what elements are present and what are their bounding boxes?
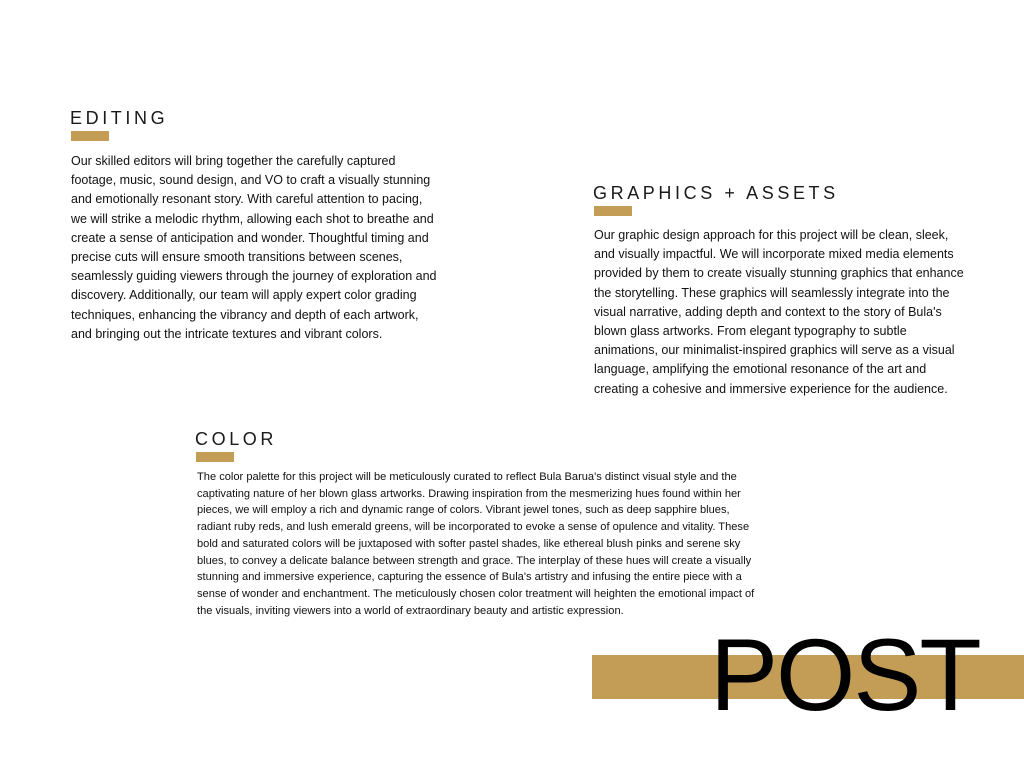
graphics-assets-section [593, 183, 965, 399]
graphics-assets-body: Our graphic design approach for this project will be clean, sleek, and visually impactful. We will incorporate mixed media elements provided by them to create visually stunning graphics that enhance the storytelling. These graphics will seamlessly integrate into the visual narrative, adding depth and context to the story of Bula's blown glass artworks. From elegant typography to subtle animations, our minimalist-inspired graphics will serve as a visual language, amplifying the emotional resonance of the art and creating a cohesive and immersive experience for the audience. [594, 228, 964, 396]
graphics-assets-heading: GRAPHICS + ASSETS [593, 183, 839, 203]
page-title: POST [710, 618, 980, 732]
color-section [195, 429, 765, 619]
graphics-assets-accent-bar [594, 206, 632, 216]
color-accent-bar [196, 452, 234, 462]
editing-section [70, 108, 440, 344]
color-heading: COLOR [195, 429, 278, 449]
editing-body: Our skilled editors will bring together the carefully captured footage, music, sound design, and VO to craft a visually stunning and emotionally resonant story. With careful attention to pacing, we will strike a melodic rhythm, allowing each shot to breathe and create a sense of anticipation and wonder. Thoughtful timing and precise cuts will ensure smooth transitions between scenes, seamlessly guiding viewers through the journey of exploration and discovery. Additionally, our team will apply expert color grading techniques, enhancing the vibrancy and depth of each artwork, and bringing out the intricate textures and vibrant colors. [71, 154, 437, 341]
editing-accent-bar [71, 131, 109, 141]
color-body: The color palette for this project will be meticulously curated to reflect Bula Barua's distinct visual style and the captivating nature of her blown glass artworks. Drawing inspiration from the mesmerizing hues found within her pieces, we will employ a rich and dynamic range of colors. Vibrant jewel tones, such as deep sapphire blues, radiant ruby reds, and lush emerald greens, will be incorporated to evoke a sense of opulence and vitality. These bold and saturated colors will be juxtaposed with softer pastel shades, like ethereal blush pinks and serene sky blues, to convey a delicate balance between strength and grace. The interplay of these hues will create a visually stunning and immersive experience, capturing the essence of Bula's artistry and infusing the entire piece with a sense of wonder and enchantment. The meticulously chosen color treatment will heighten the emotional impact of the visuals, inviting viewers into a world of extraordinary beauty and artistic expression. [197, 471, 755, 617]
editing-heading: EDITING [70, 108, 169, 128]
